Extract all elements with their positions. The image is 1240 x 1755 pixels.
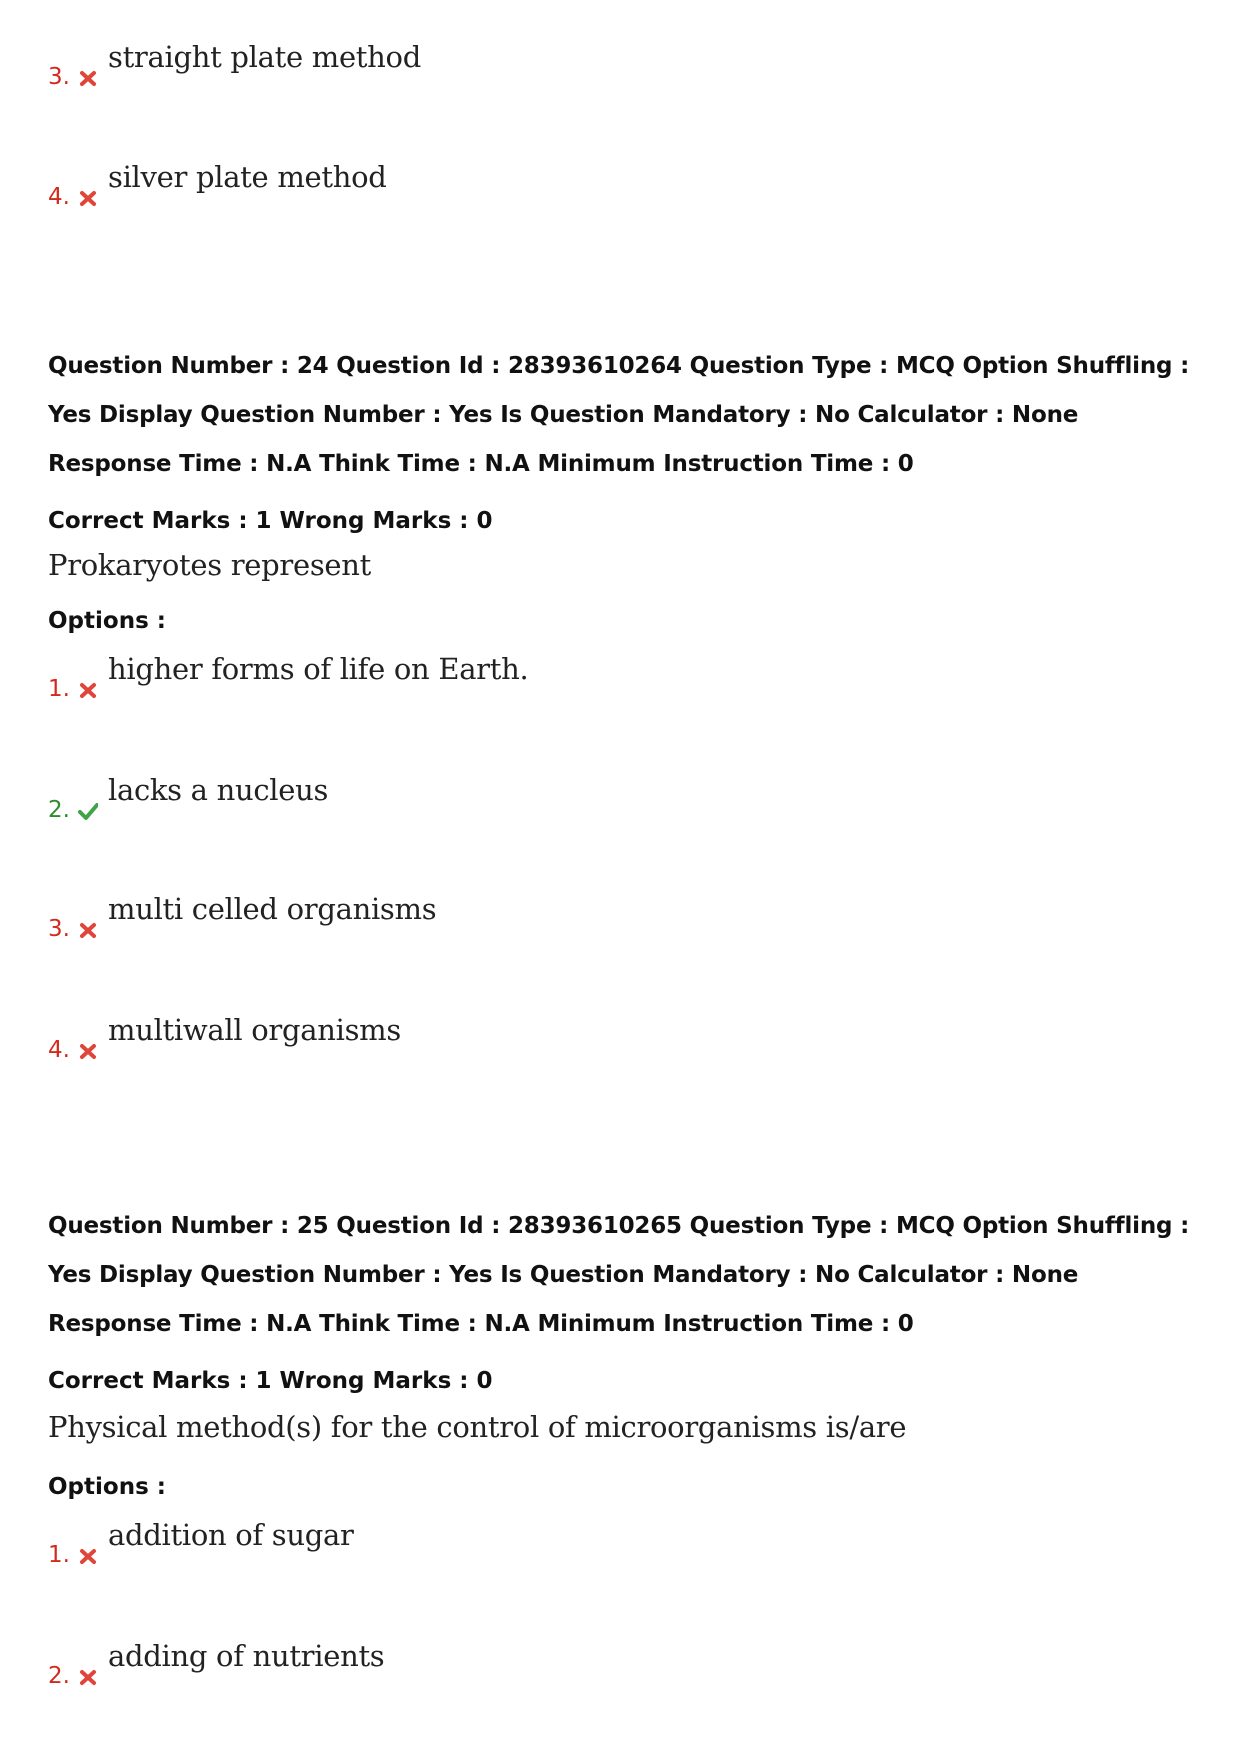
question-stem: Physical method(s) for the control of microorganisms is/are — [48, 1410, 907, 1444]
option-number: 3. — [48, 64, 70, 90]
option-item — [48, 160, 387, 210]
option-item — [48, 773, 329, 823]
option-text: higher forms of life on Earth. — [108, 652, 529, 686]
option-text: straight plate method — [108, 40, 421, 74]
question-marks: Correct Marks : 1 Wrong Marks : 0 — [48, 508, 493, 534]
option-item — [48, 40, 421, 90]
option-number: 3. — [48, 916, 70, 942]
cross-mark-icon — [78, 1546, 98, 1566]
question-meta: Question Number : 25 Question Id : 28393610265 Question Type : MCQ Option Shuffling : Yes Display Question Number : Yes Is Question Mandatory : No Calculator : None Response Time : N.A Think Time : N.A Minimum Instruction Time : 0 — [48, 1213, 1190, 1337]
option-text: multiwall organisms — [108, 1013, 401, 1047]
question-marks: Correct Marks : 1 Wrong Marks : 0 — [48, 1368, 493, 1394]
cross-mark-icon — [78, 1041, 98, 1061]
check-mark-icon — [78, 801, 98, 821]
option-number: 2. — [48, 797, 70, 823]
option-item — [48, 1639, 385, 1689]
option-item — [48, 1518, 354, 1568]
option-item — [48, 892, 437, 942]
cross-mark-icon — [78, 1667, 98, 1687]
option-text: lacks a nucleus — [108, 773, 329, 807]
option-item — [48, 1013, 401, 1063]
options-label: Options : — [48, 1474, 166, 1500]
option-text: adding of nutrients — [108, 1639, 385, 1673]
option-item — [48, 652, 529, 702]
option-number: 4. — [48, 184, 70, 210]
question-meta: Question Number : 24 Question Id : 28393610264 Question Type : MCQ Option Shuffling : Yes Display Question Number : Yes Is Question Mandatory : No Calculator : None Response Time : N.A Think Time : N.A Minimum Instruction Time : 0 — [48, 353, 1190, 477]
option-number: 1. — [48, 1542, 70, 1568]
cross-mark-icon — [78, 680, 98, 700]
option-text: silver plate method — [108, 160, 387, 194]
option-text: addition of sugar — [108, 1518, 354, 1552]
option-number: 1. — [48, 676, 70, 702]
cross-mark-icon — [78, 188, 98, 208]
option-number: 4. — [48, 1037, 70, 1063]
cross-mark-icon — [78, 920, 98, 940]
cross-mark-icon — [78, 68, 98, 88]
option-number: 2. — [48, 1663, 70, 1689]
option-text: multi celled organisms — [108, 892, 437, 926]
options-label: Options : — [48, 608, 166, 634]
question-stem: Prokaryotes represent — [48, 548, 372, 582]
